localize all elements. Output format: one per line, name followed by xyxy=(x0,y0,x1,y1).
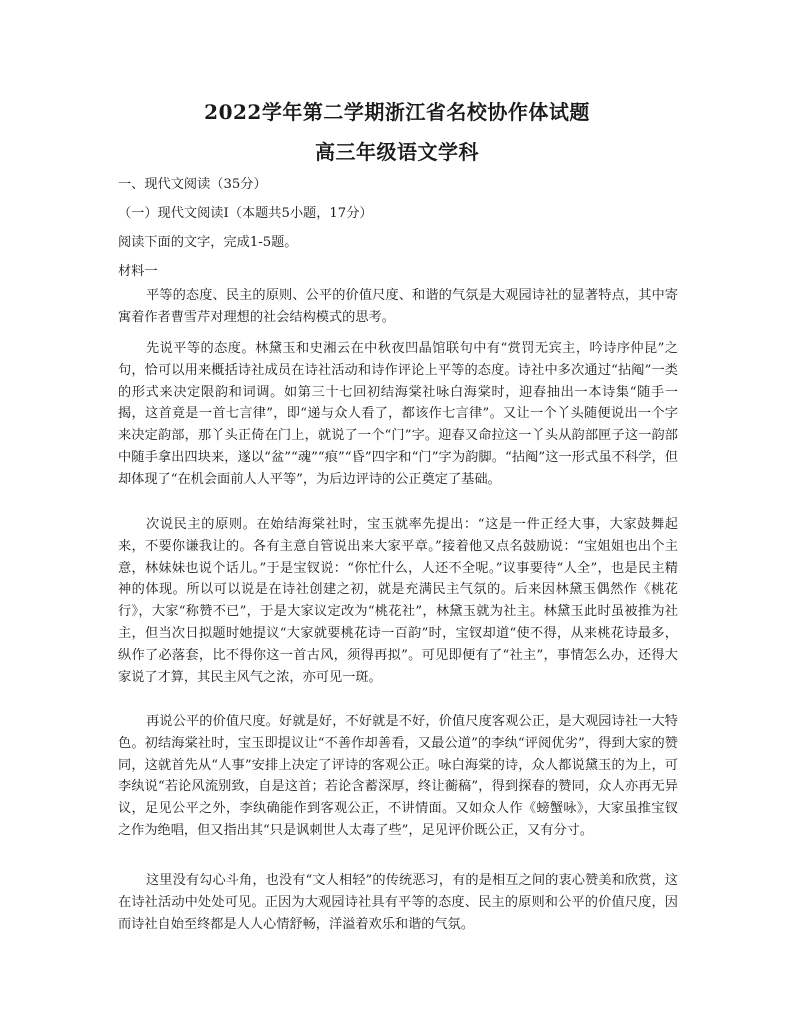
subsection-heading: （一）现代文阅读I（本题共5小题，17分） xyxy=(118,206,373,221)
paragraph-3: 次说民主的原则。在始结海棠社时，宝玉就率先提出：“这是一件正经大事，大家鼓舞起来，不要你谦我让的。各有主意自管说出来大家平章。”接着他又点名鼓励说：“宝姐姐也出个主意，林妹妹也说个话儿。”于是宝钗说：“你忙什么，人还不全呢。”议事要待“人全”，也是民主精神的体现。所以可以说是在诗社创建之初，就是充满民主气氛的。后来因林黛玉偶然作《桃花行》，大家“称赞不已”，于是大家议定改为“桃花社”，林黛玉就为社主。林黛玉此时虽被推为社主，但当次日拟题时她提议“大家就要桃花诗一百韵”时，宝钗却道“使不得，从来桃花诗最多，纵作了必落套，比不得你这一首古风，须得再拟”。可见即便有了“社主”，事情怎么办，还得大家说了才算，其民主风气之浓，亦可见一斑。 xyxy=(118,517,678,685)
reading-instruction: 阅读下面的文字，完成1-5题。 xyxy=(118,235,298,250)
paragraph-4: 再说公平的价值尺度。好就是好，不好就是不好，价值尺度客观公正，是大观园诗社一大特色。初结海棠社时，宝玉即提议让“不善作却善看，又最公道”的李纨“评阅优劣”，得到大家的赞同，这就首先从“人事”安排上决定了评诗的客观公正。咏白海棠的诗，众人都说黛玉的为上，可李纨说“若论风流别致，自是这首；若论含蓄深厚，终让蘅稿”，得到探春的赞同，众人亦再无异议，足见公平之外，李纨确能作到客观公正，不讲情面。又如众人作《螃蟹咏》，大家虽推宝钗之作为绝唱，但又指出其“只是讽刺世人太毒了些”，足见评价既公正，又有分寸。 xyxy=(118,714,678,838)
section-heading: 一、现代文阅读（35分） xyxy=(118,177,267,192)
exam-subtitle: 高三年级语文学科 xyxy=(315,140,479,164)
exam-title: 2022学年第二学期浙江省名校协作体试题 xyxy=(204,100,590,124)
paragraph-2: 先说平等的态度。林黛玉和史湘云在中秋夜凹晶馆联句中有“赏罚无宾主，吟诗序仲昆”之句，恰可以用来概括诗社成员在诗社活动和诗作评论上平等的态度。诗社中多次通过“拈阄”一类的形式来决定限韵和词调。如第三十七回初结海棠社咏白海棠时，迎春抽出一本诗集“随手一揭，这首竟是一首七言律”，即“递与众人看了，都该作七言律”。又让一个丫头随便说出一个字来决定韵部，那丫头正倚在门上，就说了一个“门”字。迎春又命拉这一丫头从韵部匣子这一韵部中随手拿出四块来，遂以“盆”“魂”“痕”“昏”四字和“门”字为韵脚。“拈阄”这一形式虽不科学，但却体现了“在机会面前人人平等”，为后边评诗的公正奠定了基础。 xyxy=(118,341,678,487)
paragraph-1: 平等的态度、民主的原则、公平的价值尺度、和谐的气氛是大观园诗社的显著特点，其中寄寓着作者曹雪芹对理想的社会结构模式的思考。 xyxy=(118,288,678,325)
paragraph-5: 这里没有勾心斗角，也没有“文人相轻”的传统恶习，有的是相互之间的衷心赞美和欣赏，这在诗社活动中处处可见。正因为大观园诗社具有平等的态度、民主的原则和公平的价值尺度，因而诗社自始至终都是人人心情舒畅，洋溢着欢乐和谐的气氛。 xyxy=(118,873,678,932)
material-label: 材料一 xyxy=(118,264,158,279)
